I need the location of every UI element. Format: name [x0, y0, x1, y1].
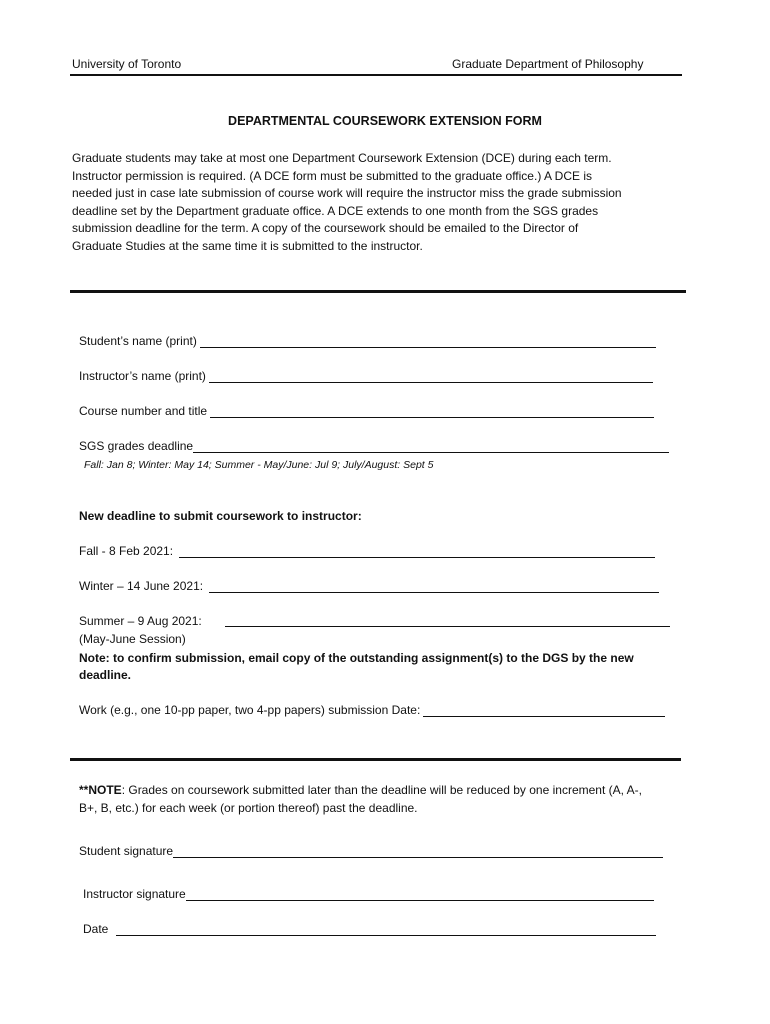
fall-deadline-row: [79, 544, 655, 558]
student-name-row: [79, 334, 656, 348]
instructor-signature-label: Instructor signature: [83, 887, 186, 901]
grades-note: [79, 781, 679, 817]
intro-line: Graduate Studies at the same time it is submitted to the instructor.: [72, 238, 423, 253]
dgs-note-line: Note: to confirm submission, email copy of the outstanding assignment(s) to the DGS by the new: [79, 651, 634, 665]
date-label: Date: [83, 922, 109, 936]
work-submission-label: Work (e.g., one 10-pp paper, two 4-pp papers) submission Date:: [79, 703, 421, 717]
sgs-deadline-label: SGS grades deadline: [79, 439, 194, 453]
student-signature-row: [79, 844, 663, 858]
grades-note-line: B+, B, etc.) for each week (or portion thereof) past the deadline.: [79, 801, 418, 815]
student-signature-label: Student signature: [79, 844, 174, 858]
summer-deadline-label: Summer – 9 Aug 2021:: [79, 614, 202, 628]
section-divider-top: [70, 290, 686, 293]
section-divider-bottom: [70, 758, 681, 761]
intro-paragraph: [72, 150, 672, 255]
instructor-name-label: Instructor’s name (print): [79, 369, 206, 383]
work-submission-field[interactable]: [423, 705, 665, 717]
fall-deadline-field[interactable]: [179, 546, 655, 558]
work-submission-row: [79, 703, 665, 717]
date-row: [83, 922, 656, 936]
student-name-label: Student’s name (print): [79, 334, 197, 348]
summer-deadline-field[interactable]: [225, 614, 670, 627]
winter-deadline-field[interactable]: [209, 581, 659, 593]
sgs-deadline-note: Fall: Jan 8; Winter: May 14; Summer - May/June: Jul 9; July/August: Sept 5: [84, 459, 434, 471]
instructor-signature-row: [83, 887, 654, 901]
sgs-deadline-field[interactable]: [193, 441, 669, 453]
intro-line: deadline set by the Department graduate office. A DCE extends to one month from the SGS grades: [72, 203, 599, 218]
intro-line: submission deadline for the term. A copy of the coursework should be emailed to the Director of: [72, 221, 579, 235]
instructor-signature-field[interactable]: [186, 889, 654, 901]
dgs-note: [79, 650, 679, 684]
winter-deadline-row: [79, 579, 659, 593]
course-row: [79, 404, 654, 418]
winter-deadline-label: Winter – 14 June 2021:: [79, 579, 204, 593]
intro-line: Graduate students may take at most one Department Coursework Extension (DCE) during each term.: [72, 151, 612, 165]
form-title: DEPARTMENTAL COURSEWORK EXTENSION FORM: [228, 114, 542, 128]
dgs-note-line: deadline.: [79, 668, 132, 682]
date-field[interactable]: [116, 924, 656, 936]
header-divider: [70, 74, 682, 76]
grades-note-label: **NOTE: [79, 783, 122, 797]
instructor-name-field[interactable]: [209, 371, 653, 383]
sgs-deadline-row: [79, 439, 669, 453]
summer-session-label: (May-June Session): [79, 632, 186, 646]
student-name-field[interactable]: [200, 336, 656, 348]
header-department: Graduate Department of Philosophy: [452, 57, 644, 71]
intro-line: Instructor permission is required. (A DCE form must be submitted to the graduate office.) A DCE is: [72, 168, 592, 183]
instructor-name-row: [79, 369, 653, 383]
grades-note-text: : Grades on coursework submitted later than the deadline will be reduced by one increment (A, A-,: [121, 783, 642, 797]
intro-line: needed just in case late submission of course work will require the instructor miss the grade submission: [72, 186, 622, 200]
header-university: University of Toronto: [72, 57, 182, 71]
course-field[interactable]: [210, 406, 654, 418]
student-signature-field[interactable]: [173, 846, 663, 858]
new-deadline-heading: New deadline to submit coursework to instructor:: [79, 509, 362, 523]
course-label: Course number and title: [79, 404, 208, 418]
fall-deadline-label: Fall - 8 Feb 2021:: [79, 544, 174, 558]
